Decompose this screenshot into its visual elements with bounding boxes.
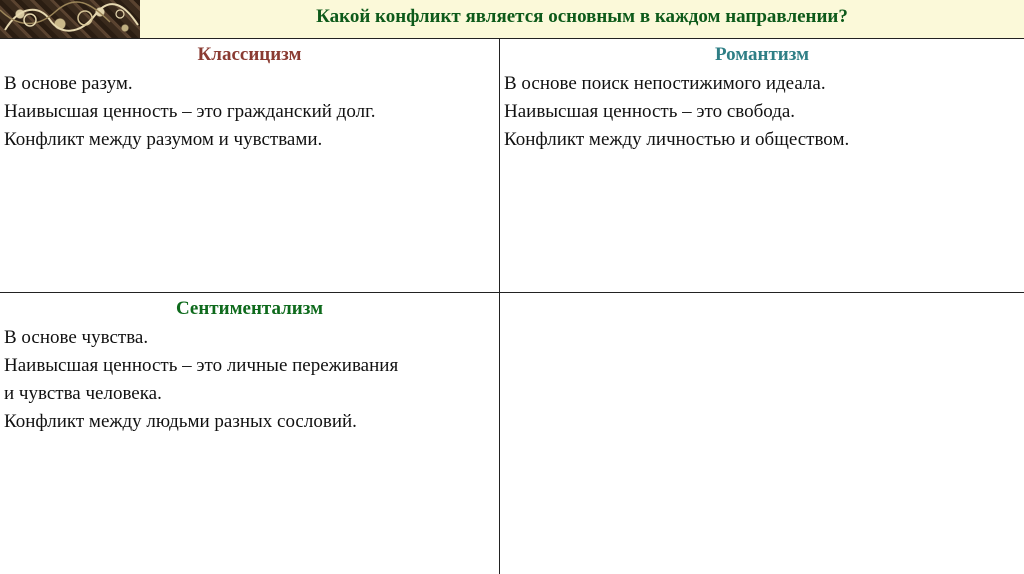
sentimentalism-line: В основе чувства. [4, 327, 149, 348]
classicism-line: Конфликт между разумом и чувствами. [4, 129, 323, 150]
sentimentalism-line: и чувства человека. [4, 383, 162, 404]
classicism-line: Наивысшая ценность – это гражданский долг. [4, 101, 376, 122]
romanticism-line: Конфликт между личностью и обществом. [504, 129, 850, 150]
row-divider [0, 292, 1024, 293]
romanticism-text [504, 70, 1020, 154]
sentimentalism-text [4, 324, 495, 436]
page-title: Какой конфликт является основным в каждом направлении? [316, 6, 848, 27]
ornament-image [0, 0, 140, 38]
classicism-line: В основе разум. [4, 73, 133, 94]
romanticism-heading: Романтизм [714, 44, 810, 65]
classicism-heading: Классицизм [197, 44, 302, 65]
romanticism-line: Наивысшая ценность – это свобода. [504, 101, 796, 122]
cell-sentimentalism [0, 294, 499, 436]
sentimentalism-heading: Сентиментализм [175, 298, 324, 319]
classicism-text [4, 70, 495, 154]
cell-classicism [0, 40, 499, 154]
slide-header [0, 0, 1024, 39]
romanticism-line: В основе поиск непостижимого идеала. [504, 73, 826, 94]
sentimentalism-line: Конфликт между людьми разных сословий. [4, 411, 357, 432]
cell-romanticism [500, 40, 1024, 154]
sentimentalism-line: Наивысшая ценность – это личные переживания [4, 355, 399, 376]
